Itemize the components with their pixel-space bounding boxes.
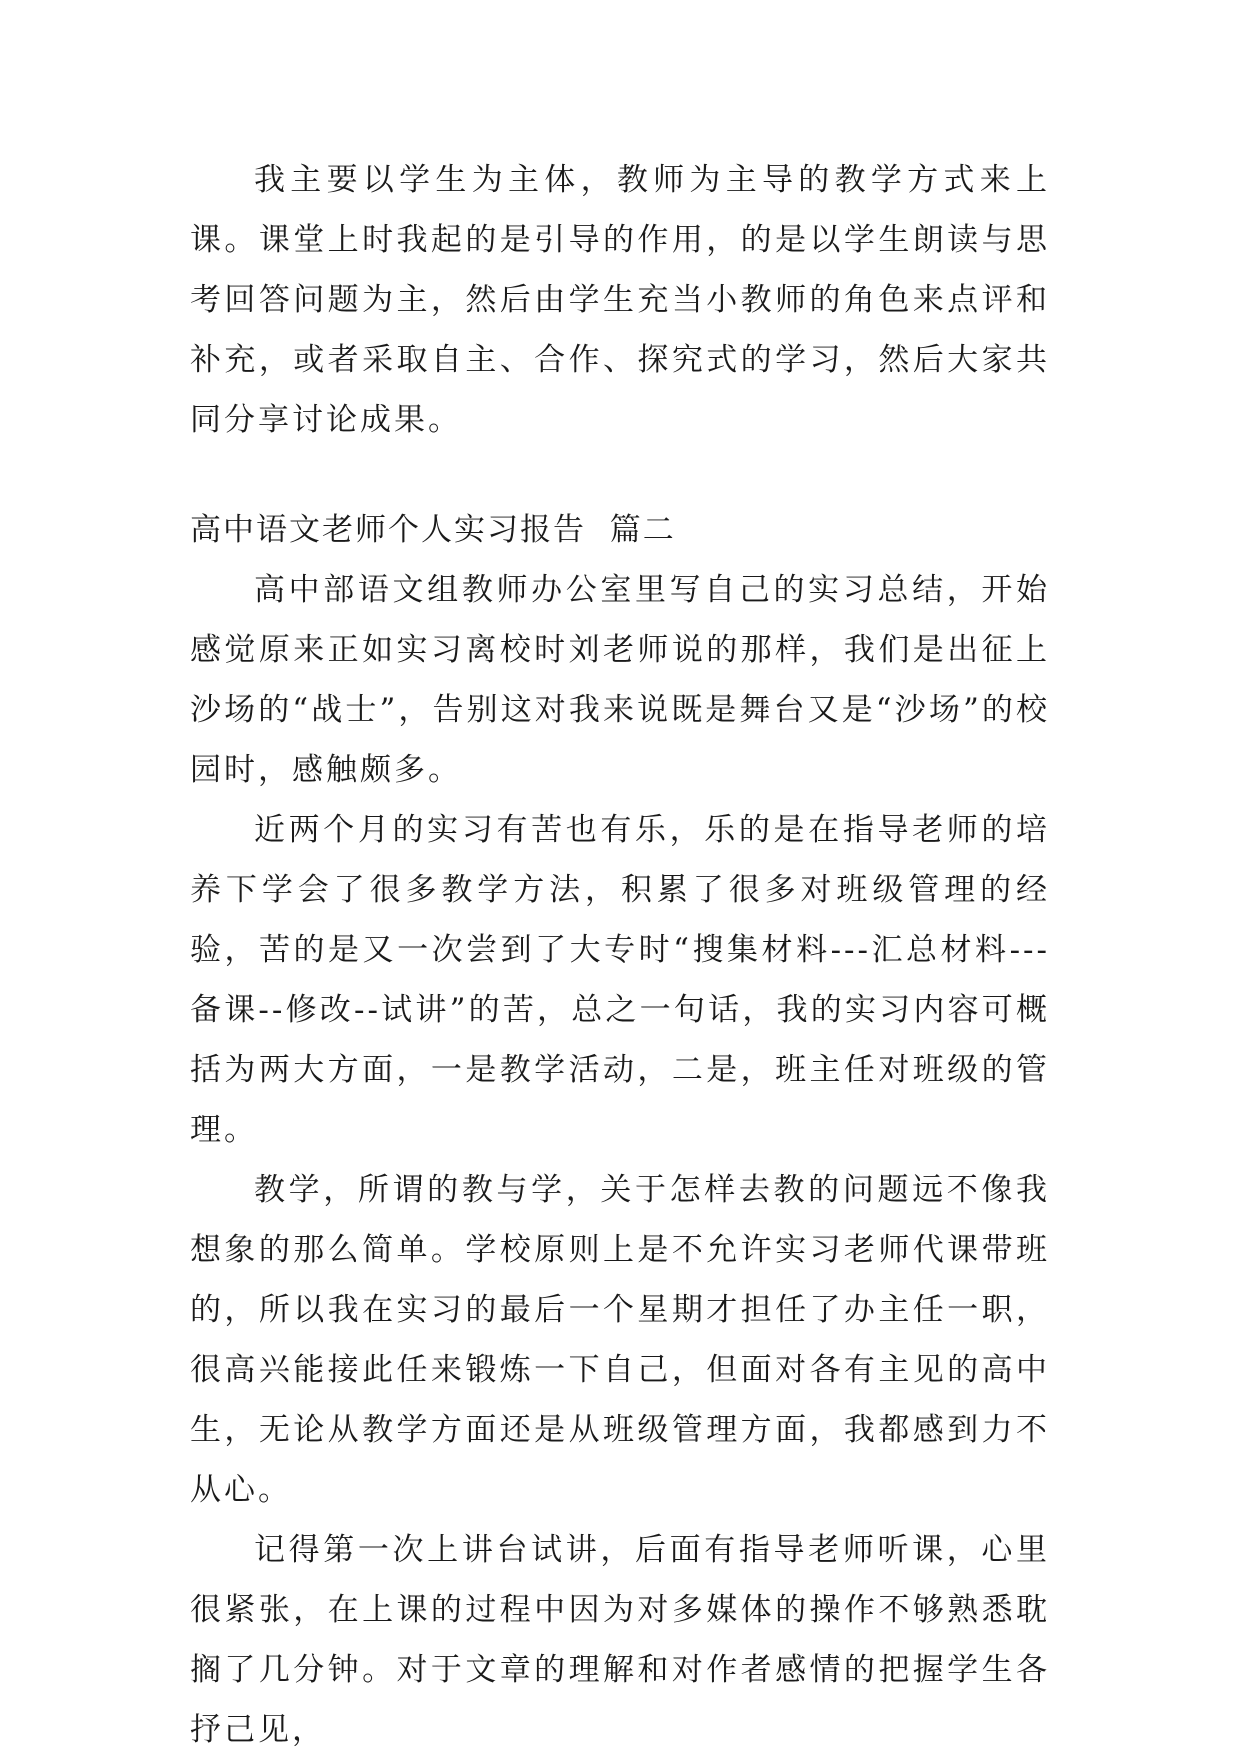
- body-paragraph-1: 高中部语文组教师办公室里写自己的实习总结，开始感觉原来正如实习离校时刘老师说的那样，我们是出征上沙场的“战士”，告别这对我来说既是舞台又是“沙场”的校园时，感触颇多。: [190, 572, 1050, 788]
- document-page: [190, 150, 1050, 1760]
- body-paragraph-2: 近两个月的实习有苦也有乐，乐的是在指导老师的培养下学会了很多教学方法，积累了很多对班级管理的经验，苦的是又一次尝到了大专时“搜集材料---汇总材料---备课--修改--试讲”的苦，总之一句话，我的实习内容可概括为两大方面，一是教学活动，二是，班主任对班级的管理。: [190, 812, 1050, 1148]
- intro-paragraph: 我主要以学生为主体，教师为主导的教学方式来上课。课堂上时我起的是引导的作用，的是以学生朗读与思考回答问题为主，然后由学生充当小教师的角色来点评和补充，或者采取自主、合作、探究式的学习，然后大家共同分享讨论成果。: [190, 162, 1050, 438]
- body-paragraph-3: 教学，所谓的教与学，关于怎样去教的问题远不像我想象的那么简单。学校原则上是不允许实习老师代课带班的，所以我在实习的最后一个星期才担任了办主任一职，很高兴能接此任来锻炼一下自己，但面对各有主见的高中生，无论从教学方面还是从班级管理方面，我都感到力不从心。: [190, 1172, 1050, 1508]
- body-paragraph-4: 记得第一次上讲台试讲，后面有指导老师听课，心里很紧张，在上课的过程中因为对多媒体的操作不够熟悉耽搁了几分钟。对于文章的理解和对作者感情的把握学生各抒己见，: [190, 1532, 1050, 1748]
- section-heading: 高中语文老师个人实习报告 篇二: [190, 512, 676, 548]
